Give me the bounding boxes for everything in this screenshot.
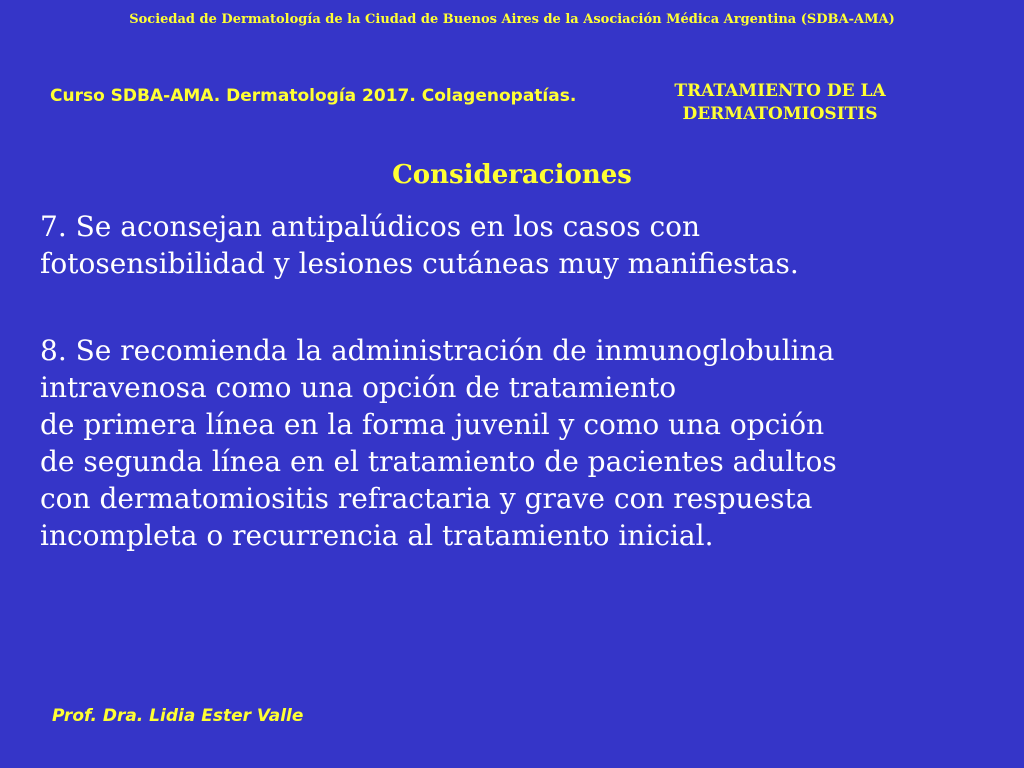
society-header: Sociedad de Dermatología de la Ciudad de Buenos Aires de la Asociación Médica Argentina (SDBA-AMA) <box>129 12 895 27</box>
author-credit: Prof. Dra. Lidia Ester Valle <box>52 706 304 726</box>
topic-title-line-2: DERMATOMIOSITIS <box>682 104 878 124</box>
item-7-line-1: 7. Se aconsejan antipalúdicos en los casos con <box>40 210 701 243</box>
topic-title <box>620 80 940 126</box>
item-8-line-2: intravenosa como una opción de tratamiento <box>40 371 677 404</box>
item-8-line-1: 8. Se recomienda la administración de inmunoglobulina <box>40 334 835 367</box>
topic-title-line-1: TRATAMIENTO DE LA <box>674 81 886 101</box>
course-title: Curso SDBA-AMA. Dermatología 2017. Colagenopatías. <box>50 86 577 106</box>
paragraph-gap <box>40 282 1000 332</box>
item-8-line-6: incompleta o recurrencia al tratamiento inicial. <box>40 519 714 552</box>
item-8-line-5: con dermatomiositis refractaria y grave con respuesta <box>40 482 813 515</box>
slide-body <box>40 208 1000 554</box>
item-7-line-2: fotosensibilidad y lesiones cutáneas muy manifiestas. <box>40 247 799 280</box>
item-8-line-4: de segunda línea en el tratamiento de pacientes adultos <box>40 445 837 478</box>
section-heading: Consideraciones <box>392 160 632 190</box>
item-8-line-3: de primera línea en la forma juvenil y como una opción <box>40 408 825 441</box>
